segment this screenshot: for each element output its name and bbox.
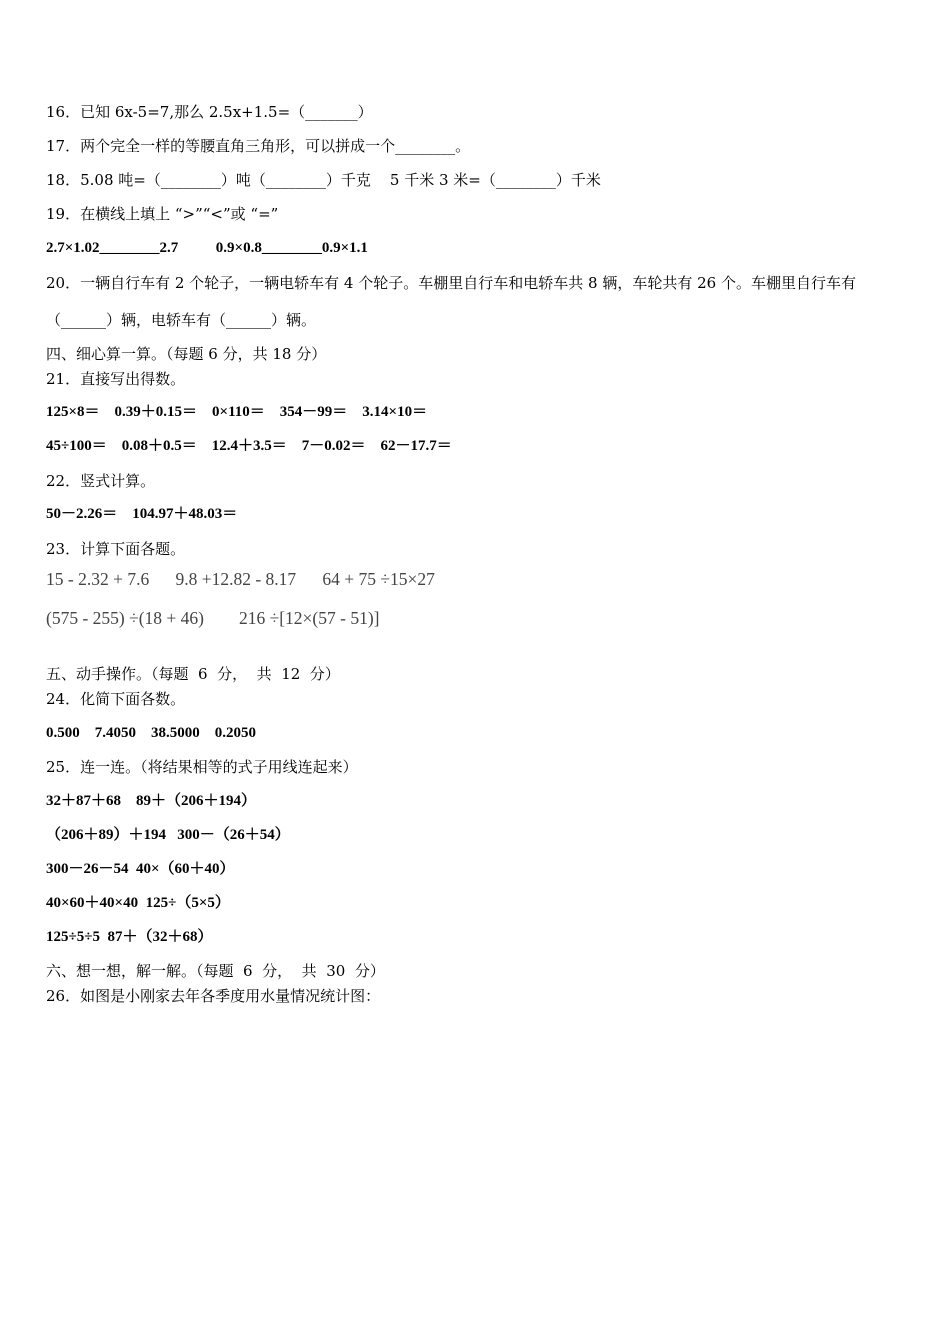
question-25-row3: 300－26－54 40×（60＋40） — [46, 861, 235, 877]
question-20-line2: （______）辆，电轿车有（______）辆。 — [46, 311, 317, 329]
question-25-row2: （206＋89）＋194 300－（26＋54） — [46, 827, 290, 843]
question-21: 21．直接写出得数。 — [46, 370, 186, 388]
question-19: 19．在横线上填上 “>”“<”或 “=” — [46, 205, 279, 223]
question-25-row1: 32＋87＋68 89＋（206＋194） — [46, 793, 257, 809]
question-22: 22．竖式计算。 — [46, 472, 156, 490]
question-26: 26．如图是小刚家去年各季度用水量情况统计图： — [46, 987, 381, 1005]
question-24-row: 0.500 7.4050 38.5000 0.2050 — [46, 725, 256, 741]
question-21-row2: 45÷100＝ 0.08＋0.5＝ 12.4＋3.5＝ 7－0.02＝ 62－17.7＝ — [46, 438, 452, 454]
question-18: 18．5.08 吨=（________）吨（________）千克 5 千米 3 米=（________）千米 — [46, 171, 601, 189]
question-20-line1: 20．一辆自行车有 2 个轮子，一辆电轿车有 4 个轮子。车棚里自行车和电轿车共 8 辆，车轮共有 26 个。车棚里自行车有 — [46, 274, 856, 292]
section-5-heading: 五、动手操作。（每题 6 分， 共 12 分） — [46, 665, 340, 683]
question-25-row5: 125÷5÷5 87＋（32＋68） — [46, 929, 213, 945]
question-25-row4: 40×60＋40×40 125÷（5×5） — [46, 895, 230, 911]
question-23-row1: 15 - 2.32 + 7.6 9.8 +12.82 - 8.17 64 + 75 ÷15×27 — [46, 569, 435, 589]
question-25: 25．连一连。（将结果相等的式子用线连起来） — [46, 758, 358, 776]
question-21-row1: 125×8＝ 0.39＋0.15＝ 0×110＝ 354－99＝ 3.14×10＝ — [46, 404, 428, 420]
question-22-row: 50－2.26＝ 104.97＋48.03＝ — [46, 506, 238, 522]
question-16: 16．已知 6x-5=7,那么 2.5x+1.5=（_______） — [46, 103, 373, 121]
question-19-items: 2.7×1.02________2.7 0.9×0.8________0.9×1.1 — [46, 240, 368, 256]
section-6-heading: 六、想一想，解一解。（每题 6 分， 共 30 分） — [46, 962, 385, 980]
question-23-row2: (575 - 255) ÷(18 + 46) 216 ÷[12×(57 - 51)] — [46, 608, 380, 628]
question-17: 17．两个完全一样的等腰直角三角形，可以拼成一个________。 — [46, 137, 471, 155]
question-23: 23．计算下面各题。 — [46, 540, 186, 558]
section-4-heading: 四、细心算一算。（每题 6 分，共 18 分） — [46, 345, 327, 363]
question-24: 24．化简下面各数。 — [46, 690, 186, 708]
